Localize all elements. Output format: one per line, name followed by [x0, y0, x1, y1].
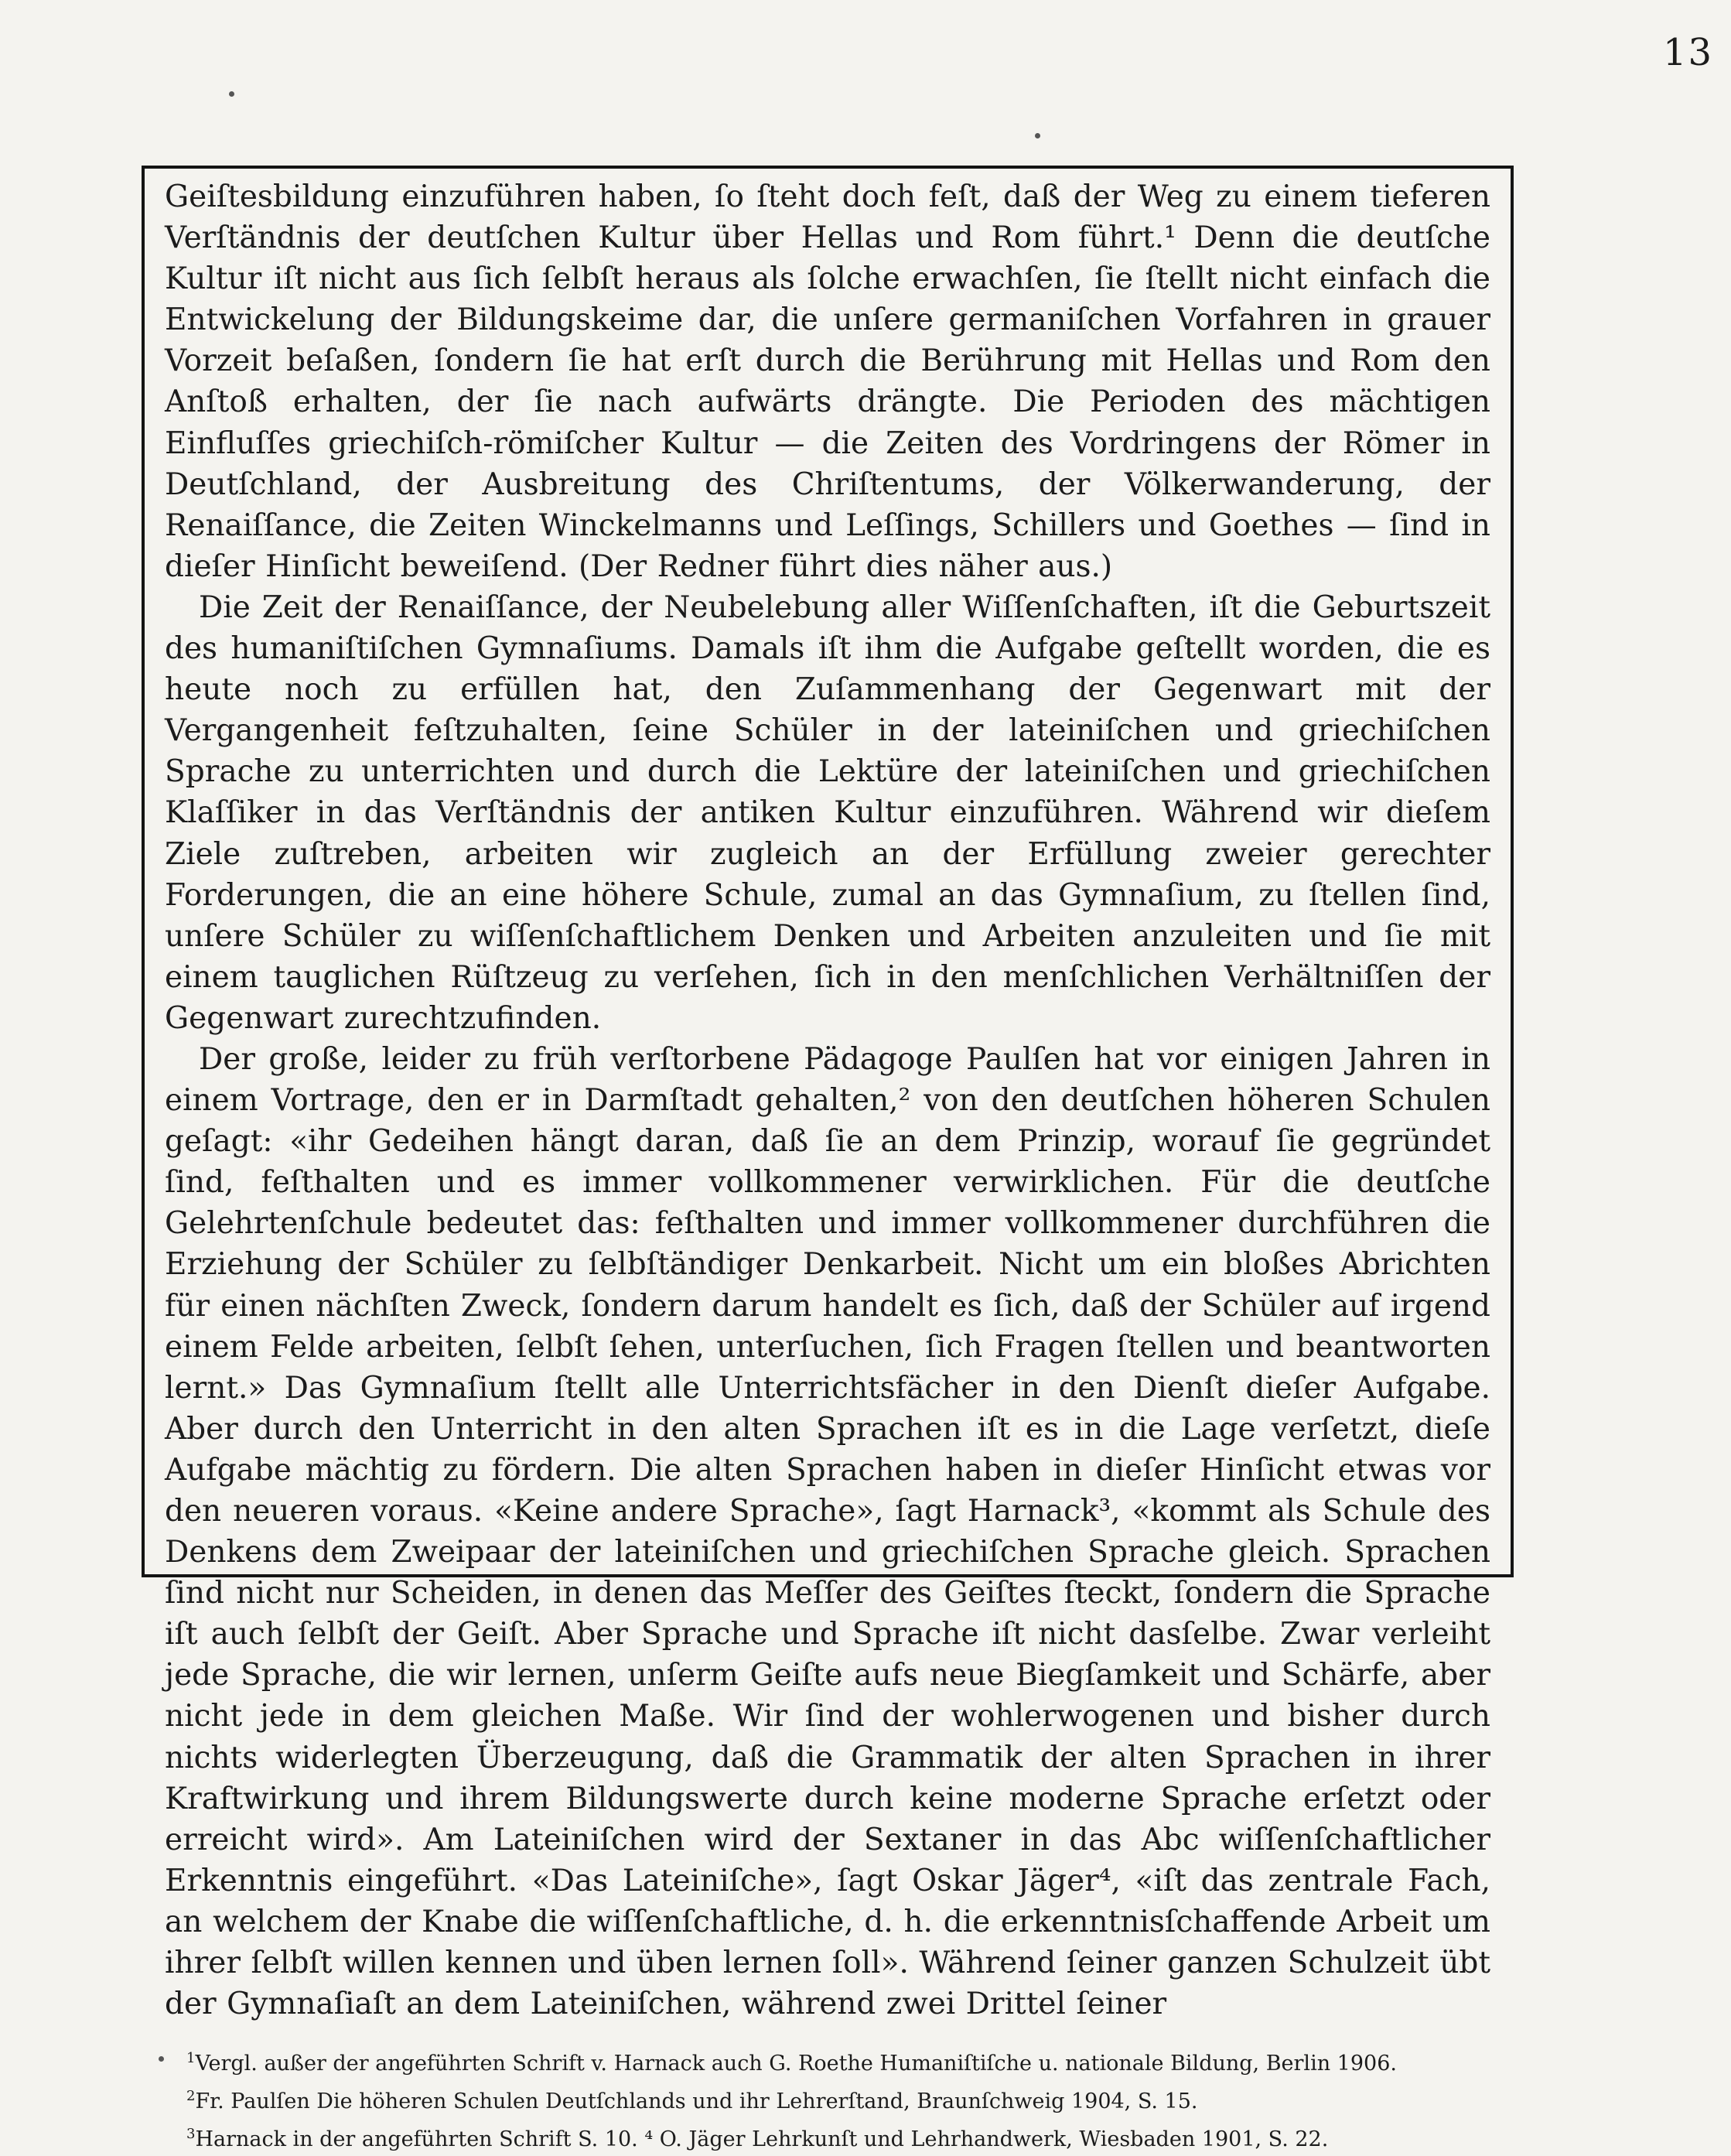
- footnote-text: Harnack in der angeführten Schrift S. 10. ⁴ O. Jäger Lehrkunſt und Lehrhandwerk, Wiesbaden 1901, S. 22.: [195, 2127, 1329, 2152]
- footnote-2: [186, 2080, 1490, 2118]
- body-text: [165, 176, 1490, 2024]
- paragraph-3: Der große, leider zu früh verſtorbene Pädagoge Paulſen hat vor einigen Jahren in einem Vortrage, den er in Darmſtadt gehalten,² von den deutſchen höheren Schulen geſagt: «ihr Gedeihen hängt daran, daß ſie an dem Prinzip, worauf ſie gegründet ſind, feſthalten und es immer vollkommener verwirklichen. Für die deutſche Gelehrtenſchule bedeutet das: feſthalten und immer vollkommener durchführen die Erziehung der Schüler zu ſelbſtändiger Denkarbeit. Nicht um ein bloßes Abrichten für einen nächſten Zweck, ſondern darum handelt es ſich, daß der Schüler auf irgend einem Felde arbeiten, ſelbſt ſehen, unterſuchen, ſich Fragen ſtellen und beantworten lernt.» Das Gymnaſium ſtellt alle Unterrichtsfächer in den Dienſt dieſer Aufgabe. Aber durch den Unterricht in den alten Sprachen iſt es in die Lage verſetzt, dieſe Aufgabe mächtig zu fördern. Die alten Sprachen haben in dieſer Hinſicht etwas vor den neueren voraus. «Keine andere Sprache», ſagt Harnack³, «kommt als Schule des Denkens dem Zweipaar der lateiniſchen und griechiſchen Sprache gleich. Sprachen ſind nicht nur Scheiden, in denen das Meſſer des Geiſtes ſteckt, ſondern die Sprache iſt auch ſelbſt der Geiſt. Aber Sprache und Sprache iſt nicht dasſelbe. Zwar verleiht jede Sprache, die wir lernen, unſerm Geiſte aufs neue Biegſamkeit und Schärfe, aber nicht jede in dem gleichen Maße. Wir ſind der wohlerwogenen und bisher durch nichts widerlegten Überzeugung, daß die Grammatik der alten Sprachen in ihrer Kraftwirkung und ihrem Bildungswerte durch keine moderne Sprache erſetzt oder erreicht wird». Am Lateiniſchen wird der Sextaner in das Abc wiſſenſchaftlicher Erkenntnis eingeführt. «Das Lateiniſche», ſagt Oskar Jäger⁴, «iſt das zentrale Fach, an welchem der Knabe die wiſſenſchaftliche, d. h. die erkenntnisſchaffende Arbeit um ihrer ſelbſt willen kennen und üben lernen ſoll». Während ſeiner ganzen Schulzeit übt der Gymnaſiaſt an dem Lateiniſchen, während zwei Drittel ſeiner: [165, 1041, 1490, 2022]
- footnote-1: [186, 2042, 1490, 2080]
- paragraph-2: Die Zeit der Renaiſſance, der Neubelebung aller Wiſſenſchaften, iſt die Geburtszeit des humaniſtiſchen Gymnaſiums. Damals iſt ihm die Aufgabe geſtellt worden, die es heute noch zu erfüllen hat, den Zuſammenhang der Gegenwart mit der Vergangenheit feſtzuhalten, ſeine Schüler in der lateiniſchen und griechiſchen Sprache zu unterrichten und durch die Lektüre der lateiniſchen und griechiſchen Klaſſiker in das Verſtändnis der antiken Kultur einzuführen. Während wir dieſem Ziele zuſtreben, arbeiten wir zugleich an der Erfüllung zweier gerechter Forderungen, die an eine höhere Schule, zumal an das Gymnaſium, zu ſtellen ſind, unſere Schüler zu wiſſenſchaftlichem Denken und Arbeiten anzuleiten und ſie mit einem tauglichen Rüſtzeug zu verſehen, ſich in den menſchlichen Verhältniſſen der Gegenwart zurechtzufinden.: [165, 589, 1490, 1036]
- page-number: 13: [1663, 31, 1714, 74]
- text-frame: [142, 166, 1514, 2152]
- paper-speck: [229, 91, 234, 97]
- footnote-mark: 1: [186, 2050, 196, 2067]
- footnote-mark: 2: [186, 2088, 196, 2105]
- footnote-3: [186, 2118, 1490, 2156]
- paper-speck: [1035, 133, 1040, 138]
- footnote-text: Vergl. außer der angeführten Schrift v. Harnack auch G. Roethe Humaniſtiſche u. nationale Bildung, Berlin 1906.: [195, 2052, 1397, 2076]
- paragraph-1: Geiſtesbildung einzuführen haben, ſo ſteht doch feſt, daß der Weg zu einem tieferen Verſtändnis der deutſchen Kultur über Hellas und Rom führt.¹ Denn die deutſche Kultur iſt nicht aus ſich ſelbſt heraus als ſolche erwachſen, ſie ſtellt nicht einfach die Entwickelung der Bildungskeime dar, die unſere germaniſchen Vorfahren in grauer Vorzeit beſaßen, ſondern ſie hat erſt durch die Berührung mit Hellas und Rom den Anſtoß erhalten, der ſie nach aufwärts drängte. Die Perioden des mächtigen Einfluſſes griechiſch-römiſcher Kultur — die Zeiten des Vordringens der Römer in Deutſchland, der Ausbreitung des Chriſtentums, der Völkerwanderung, der Renaiſſance, die Zeiten Winckelmanns und Leſſings, Schillers und Goethes — ſind in dieſer Hinſicht beweiſend. (Der Redner führt dies näher aus.): [165, 179, 1490, 584]
- footnote-mark: 3: [186, 2126, 196, 2143]
- footnote-text: Fr. Paulſen Die höheren Schulen Deutſchlands und ihr Lehrerſtand, Braunſchweig 1904, S. 15.: [195, 2089, 1198, 2114]
- footnotes: [165, 2042, 1490, 2156]
- paper-speck: [159, 2056, 164, 2062]
